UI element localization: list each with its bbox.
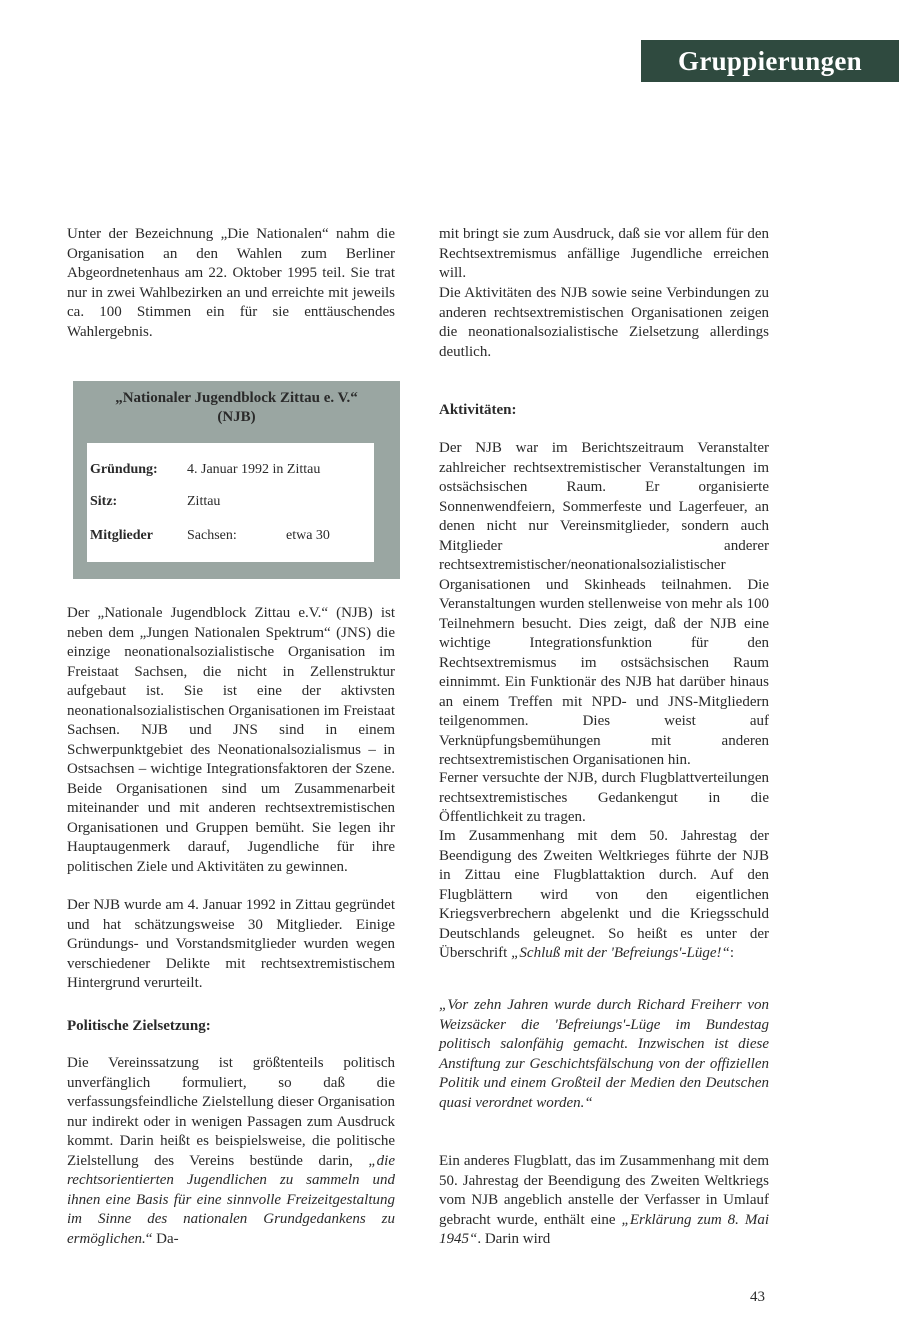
leaflet-quote <box>439 996 769 1113</box>
organization-infobox <box>73 381 400 579</box>
right-paragraph-1: Der NJB war im Berichtszeitraum Veranstalter zahlreicher rechtsextremistischer Veranstaltungen im ostsächsischen Raum. Er organisierte Sonnenwendfeiern, Sommerfeste und Lagerfeuer, an denen nicht nur Vereinsmitglieder, sondern auch Mitglieder anderer rechtsextremistischer/neonationalsozialistischer Organisationen und Skinheads teilnahmen. Die Veranstaltungen wurden stellenweise von mehr als 100 Teilnehmern besucht. Dies zeigt, daß der NJB eine wichtige Integrationsfunktion für den Rechtsextremismus im ostsächsischen Raum einnimmt. Ein Funktionär des NJB hat darüber hinaus an einem Treffen mit NPD- und JNS-Mitgliedern teilgenommen. Dies weist auf Verknüpfungsbemühungen mit anderen rechtsextremistischen Organisationen hin. <box>439 440 769 768</box>
intro-paragraph-right-2: Die Aktivitäten des NJB sowie seine Verbindungen zu anderen rechtsextremistischen Organisationen zeigen die neonationalsozialistische Zielsetzung allerdings deutlich. <box>439 285 769 360</box>
intro-paragraph-right-1: mit bringt sie zum Ausdruck, daß sie vor allem für den Rechtsextremismus anfällige Jugendliche erreichen will. <box>439 226 769 281</box>
right-paragraph-3-text: Im Zusammenhang mit dem 50. Jahrestag der Beendigung des Zweiten Weltkrieges führte der NJB in Zittau eine Flugblattaktion durch. Auf den Flugblättern wird von den eigentlichen Kriegsverbrechern abgelenkt und die Kriegsschuld Deutschlands geleugnet. So heißt es unter der Überschrift <box>439 828 769 961</box>
heading-political-goals: Politische Zielsetzung: <box>67 1018 211 1034</box>
right-paragraph-3-end: : <box>729 945 734 961</box>
right-paragraph-4-text: Ein anderes Flugblatt, das im Zusammenhang mit dem 50. Jahrestag der Beendigung des Zweiten Weltkriegs vom NJB angeblich anstelle der Verfasser in Umlauf gebracht wurde, enthält eine <box>439 1153 769 1228</box>
left-paragraph-3-end: “ Da- <box>145 1230 179 1247</box>
seat-label: Sitz: <box>90 494 118 509</box>
right-paragraph-4-title: „Erklärung zum 8. Mai 1945“ <box>439 1211 770 1247</box>
founding-label: Gründung: <box>90 462 158 477</box>
left-paragraph-3-quote: „die rechtsorientierten Jugendlichen zu sammeln und ihnen eine Basis für eine sinnvolle Freizeitgestaltung im Sinne des nationalen Grundgedankens zu ermöglichen. <box>67 1152 395 1247</box>
infobox-title-line-1: „Nationaler Jugendblock Zittau e. V.“ <box>115 390 358 406</box>
seat-value: Zittau <box>187 494 221 509</box>
left-paragraph-2: Der NJB wurde am 4. Januar 1992 in Zittau gegründet und hat schätzungsweise 30 Mitglieder. Einige Gründungs- und Vorstandsmitglieder wurden wegen verschiedener Delikte mit rechtsextremistischem Hintergrund verurteilt. <box>67 897 395 991</box>
left-paragraph-3-text: Die Vereinssatzung ist größtenteils politisch unverfänglich formuliert, so daß die verfassungsfeindliche Zielstellung dieser Organisation nur indirekt oder in wenigen Passagen zum Ausdruck kommt. Darin heißt es beispielsweise, die politische Zielstellung des Vereins bestünde darin, <box>67 1055 395 1169</box>
infobox-title-line-2: (NJB) <box>217 409 256 425</box>
right-paragraph-4-end: . Darin wird <box>477 1231 551 1247</box>
right-paragraph-3 <box>439 827 769 964</box>
members-count: etwa 30 <box>286 528 330 543</box>
section-header: Gruppierungen <box>641 40 899 82</box>
leaflet-quote-text: „Vor zehn Jahren wurde durch Richard Freiherr von Weizsäcker die 'Befreiungs'-Lüge im Bundestag politisch salonfähig gemacht. Inzwischen ist diese Anstiftung zur Geschichtsfälschung von der offiziellen Politik und einem Großteil der Medien den Deutschen quasi verordnet worden.“ <box>439 997 769 1111</box>
right-paragraph-4 <box>439 1152 769 1250</box>
page-number: 43 <box>750 1289 765 1305</box>
founding-value: 4. Januar 1992 in Zittau <box>187 462 321 477</box>
left-paragraph-3 <box>67 1054 395 1249</box>
left-paragraph-1: Der „Nationale Jugendblock Zittau e.V.“ (NJB) ist neben dem „Jungen Nationalen Spektrum“ (JNS) die einzige neonationalsozialistische Organisation im Freistaat Sachsen, die nicht in Zellenstruktur aufgebaut ist. Sie ist eine der aktivsten neonationalsozialistischen Organisationen im Freistaat Sachsen. NJB und JNS sind in einem Schwerpunktgebiet des Neonationalsozialismus – in Ostsachsen – wichtige Integrationsfaktoren der Szene. Beide Organisationen sind um Zusammenarbeit miteinander und mit anderen rechtsextremistischen Organisationen und Gruppen bemüht. Sie legen ihr Hauptaugenmerk darauf, Jugendliche für ihre politischen Ziele und Aktivitäten zu gewinnen. <box>67 605 395 875</box>
infobox-title <box>73 389 400 427</box>
right-paragraph-2: Ferner versuchte der NJB, durch Flugblattverteilungen rechtsextremistisches Gedankengut in die Öffentlichkeit zu tragen. <box>439 770 769 825</box>
infobox-body <box>87 443 374 562</box>
right-paragraph-3-title: „Schluß mit der 'Befreiungs'-Lüge!“ <box>511 945 730 961</box>
members-region: Sachsen: <box>187 528 237 543</box>
members-label: Mitglieder <box>90 528 153 543</box>
intro-paragraph-left: Unter der Bezeichnung „Die Nationalen“ nahm die Organisation an den Wahlen zum Berliner Abgeordnetenhaus am 22. Oktober 1995 teil. Sie trat nur in zwei Wahlbezirken an und erreichte mit jeweils ca. 100 Stimmen ein für sie enttäuschendes Wahlergebnis. <box>67 226 395 340</box>
heading-activities: Aktivitäten: <box>439 402 517 418</box>
